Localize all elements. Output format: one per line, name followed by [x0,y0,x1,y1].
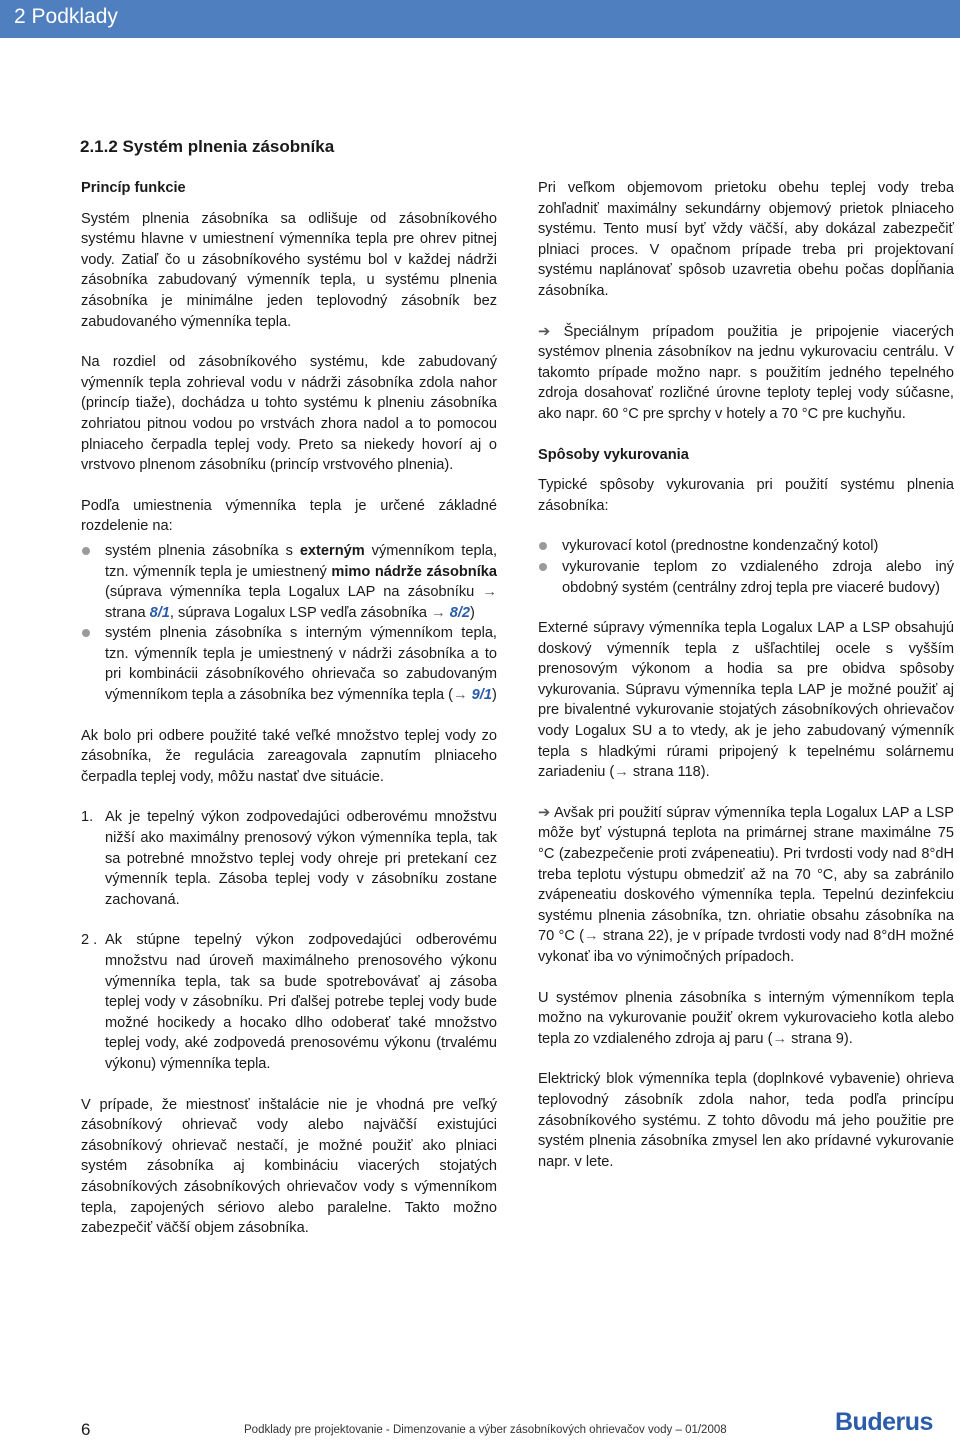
list-item [81,807,497,910]
list-item [81,930,497,1074]
list-item [81,623,497,705]
list-text: ) [470,604,475,621]
right-column [538,178,954,1192]
item-number: 1. [81,809,94,826]
chevron-arrow-icon: ➔ [538,804,551,821]
bullet-icon [82,629,90,637]
page-number: 6 [81,1420,91,1439]
page-reference-link[interactable]: 8/1 [149,604,170,621]
buderus-logo: Buderus [835,1408,933,1436]
subheading-principle: Princíp funkcie [81,180,186,196]
list-emphasis: mimo nádrže zásobníka [331,563,497,580]
list-item [538,536,954,557]
paragraph [538,803,954,968]
paragraph [538,988,954,1050]
list-text: vykurovanie teplom zo vzdialeného zdroja alebo iný obdobný systém (centrálny zdroj tepla pre viaceré budovy) [562,558,954,596]
arrow-icon: → [453,687,468,704]
arrow-icon: → [614,764,629,781]
paragraph: V prípade, že miestnosť inštalácie nie je vhodná pre veľký zásobníkový ohrievač vody alebo najväčší existujúci zásobníkový ohrievač nestačí, je možné použiť ako plniaci systém zásobníka aj kombináciu viacerých stojatých zásobníkových zásobníkových ohrievačov vody s výmenníkom tepla, zapojených sériovo alebo paralelne. Takto možno zabezpečiť väčší objem zásobníka. [81,1096,497,1237]
bullet-list [538,536,954,598]
list-text: , súprava Logalux LSP vedľa zásobníka [169,604,432,621]
bullet-icon [82,547,90,555]
list-text: systém plnenia zásobníka s interným výmenníkom tepla, tzn. výmenník tepla je umiestnený v nádrži zásobníka a to pri kombinácii zásobníkového ohrievača so zabudovaným výmenníkom tepla a zásobníka bez výmenníka tepla ( [105,625,497,704]
list-emphasis: externým [299,542,365,559]
arrow-icon: → [584,928,599,945]
paragraph [538,322,954,425]
list-text: ) [491,687,497,704]
paragraph: Ak bolo pri odbere použité také veľké množstvo teplej vody zo zásobníka, že regulácia zareagovala zapnutím plniaceho čerpadla teplej vody, môžu nastať dve situácie. [81,727,497,785]
paragraph [538,618,954,783]
list-text: vykurovací kotol (prednostne kondenzačný kotol) [562,538,879,555]
chevron-arrow-icon: ➔ [538,323,551,340]
bullet-icon [539,542,547,550]
paragraph-text: Špeciálnym prípadom použitia je pripojenie viacerých systémov plnenia zásobníkov na jednu vykurovaciu centrálu. V takomto prípade možno napr. s použitím jedného tepelného zdroja dosahovať rozličné úrovne teploty teplej vody súčasne, ako napr. 60 °C pre sprchy v hotely a 70 °C pre kuchyňu. [538,323,954,422]
list-text: výmenníkom tepla, tzn. výmenník tepla je umiestnený [105,542,497,580]
list-text: Ak stúpne tepelný výkon zodpovedajúci odberovému množstvu nad úroveň maximálneho prenosového výkonu výmenníka tepla, tak sa bude spotrebovávať aj zásoba teplej vody v zásobníku. Pri ďalšej potrebe teplej vody bude možné hocikedy a hocako dlho odoberať také množstvo teplej vody, aké zodpovedá prenosovému výkonu (trvalému výkonu) výmenníka tepla. [105,932,497,1072]
list-item [81,541,497,623]
page-reference-link[interactable]: strana 22), je v prípade tvrdosti vody nad 8°dH možné vykonať iba vo výnimočných prípadoch. [538,928,955,965]
paragraph: Typické spôsoby vykurovania pri použití systému plnenia zásobníka: [538,477,954,514]
subheading-heating-methods: Spôsoby vykurovania [538,446,689,463]
paragraph: Elektrický blok výmenníka tepla (doplnkové vybavenie) ohrieva teplovodný zásobník zdola nahor, teda podľa princípu zásobníkového systému. Z tohto dôvodu má jeho použitie pre systém plnenia zásobníka zmysel len ako prídavné vykurovanie napr. v lete. [538,1071,954,1170]
left-column [81,178,497,1259]
header-bar [0,0,960,38]
arrow-icon: → [431,604,446,621]
list-text: strana [105,604,150,621]
paragraph-text: U systémov plnenia zásobníka s interným výmenníkom tepla možno na vykurovanie použiť okrem vykurovacieho kotla alebo tepla zo vzdialeného zdroja aj paru ( [538,989,954,1047]
list-text: systém plnenia zásobníka s [105,542,300,559]
numbered-list [81,807,497,1074]
list-text: (súprava výmenníka tepla Logalux LAP na zásobníku [105,584,483,601]
list-text: Ak je tepelný výkon zodpovedajúci odberovému množstvu nižší ako maximálny prenosový výkon výmenníka tepla, tak sa potrebné množstvo teplej vody ohreje pri pretekaní cez výmenník tepla. Zásoba teplej vody v zásobníku zostane zachovaná. [105,809,497,908]
arrow-icon: → [772,1030,788,1047]
paragraph-text: Externé súpravy výmenníka tepla Logalux LAP a LSP obsahujú doskový výmenník tepla z ušľachtilej ocele s vyšším prenosovým výkonom a hodia sa pre obidva spôsoby vykurovania. Súpravu výmenníka tepla LAP je možné použiť aj pre bivalentné vykurovanie stojatých zásobníkových ohrievačov vody Logalux SU a to vtedy, ak je jeho zabudovaný výmenník tepla s hladkými rúrami pripojený k tepelnému solárnemu zariadeniu ( [538,620,954,781]
page-reference-link[interactable]: 8/2 [449,604,471,621]
paragraph: Na rozdiel od zásobníkového systému, kde zabudovaný výmenník tepla zohrieval vodu v nádrži zásobníka zdola nahor (princíp tiaže), dochádza u tohto systému k plneniu zásobníka zohriatou pitnou vodou po vrstvách zhora nadol a to pomocou plniaceho čerpadla teplej vody. Preto sa niekedy hovorí aj o vrstvovo plnenom zásobníku (princíp vrstvového plnenia). [81,354,497,474]
page-reference-link[interactable]: 9/1 [471,687,492,704]
chapter-title: 2 Podklady [14,5,118,28]
page-reference-link[interactable]: strana 118). [628,764,710,781]
bullet-list [81,541,497,706]
section-heading: 2.1.2 Systém plnenia zásobníka [80,137,335,156]
paragraph-text: Avšak pri použití súprav výmenníka tepla Logalux LAP a LSP môže byť výstupná teplota na primárnej strane maximálne 75 °C (zabezpečenie proti zvápeneatiu). Pri tvrdosti vody nad 8°dH treba teplotu výstupu obmedziť až na 70 °C, aby sa zabránilo zvápeneatiu doskového výmenníka tepla. Tepelnú dezinfekciu systému plnenia zásobníka, tzn. ohriatie obsahu zásobníka na 70 °C ( [538,804,955,945]
page-reference-link[interactable]: strana 9). [787,1030,853,1047]
item-number: 2 . [81,932,98,949]
paragraph: Pri veľkom objemovom prietoku obehu teplej vody treba zohľadniť maximálny sekundárny objemový prietok plniaceho systému. Tento musí byť vždy väčší, aby dokázal zabezpečiť plniaci proces. V opačnom prípade treba pri projektovaní systému naplánovať spôsob uzavretia obehu počas dopĺňania zásobníka. [538,180,954,299]
paragraph: Systém plnenia zásobníka sa odlišuje od zásobníkového systému hlavne v umiestnení výmenníka tepla pre ohrev pitnej vody. Zatiaľ čo u zásobníkového systému bol v každej nádrži zásobníka zabudovaný výmenník tepla, u systému plnenia zásobníka je minimálne jeden teplovodný zásobník bez zabudovaného výmenníka tepla. [81,210,497,330]
paragraph: Podľa umiestnenia výmenníka tepla je určené základné rozdelenie na: [81,497,497,535]
list-item [538,557,954,598]
bullet-icon [539,563,547,571]
footer-text: Podklady pre projektovanie - Dimenzovanie a výber zásobníkových ohrievačov vody – 01/2008 [244,1424,727,1436]
arrow-icon: → [482,584,497,601]
